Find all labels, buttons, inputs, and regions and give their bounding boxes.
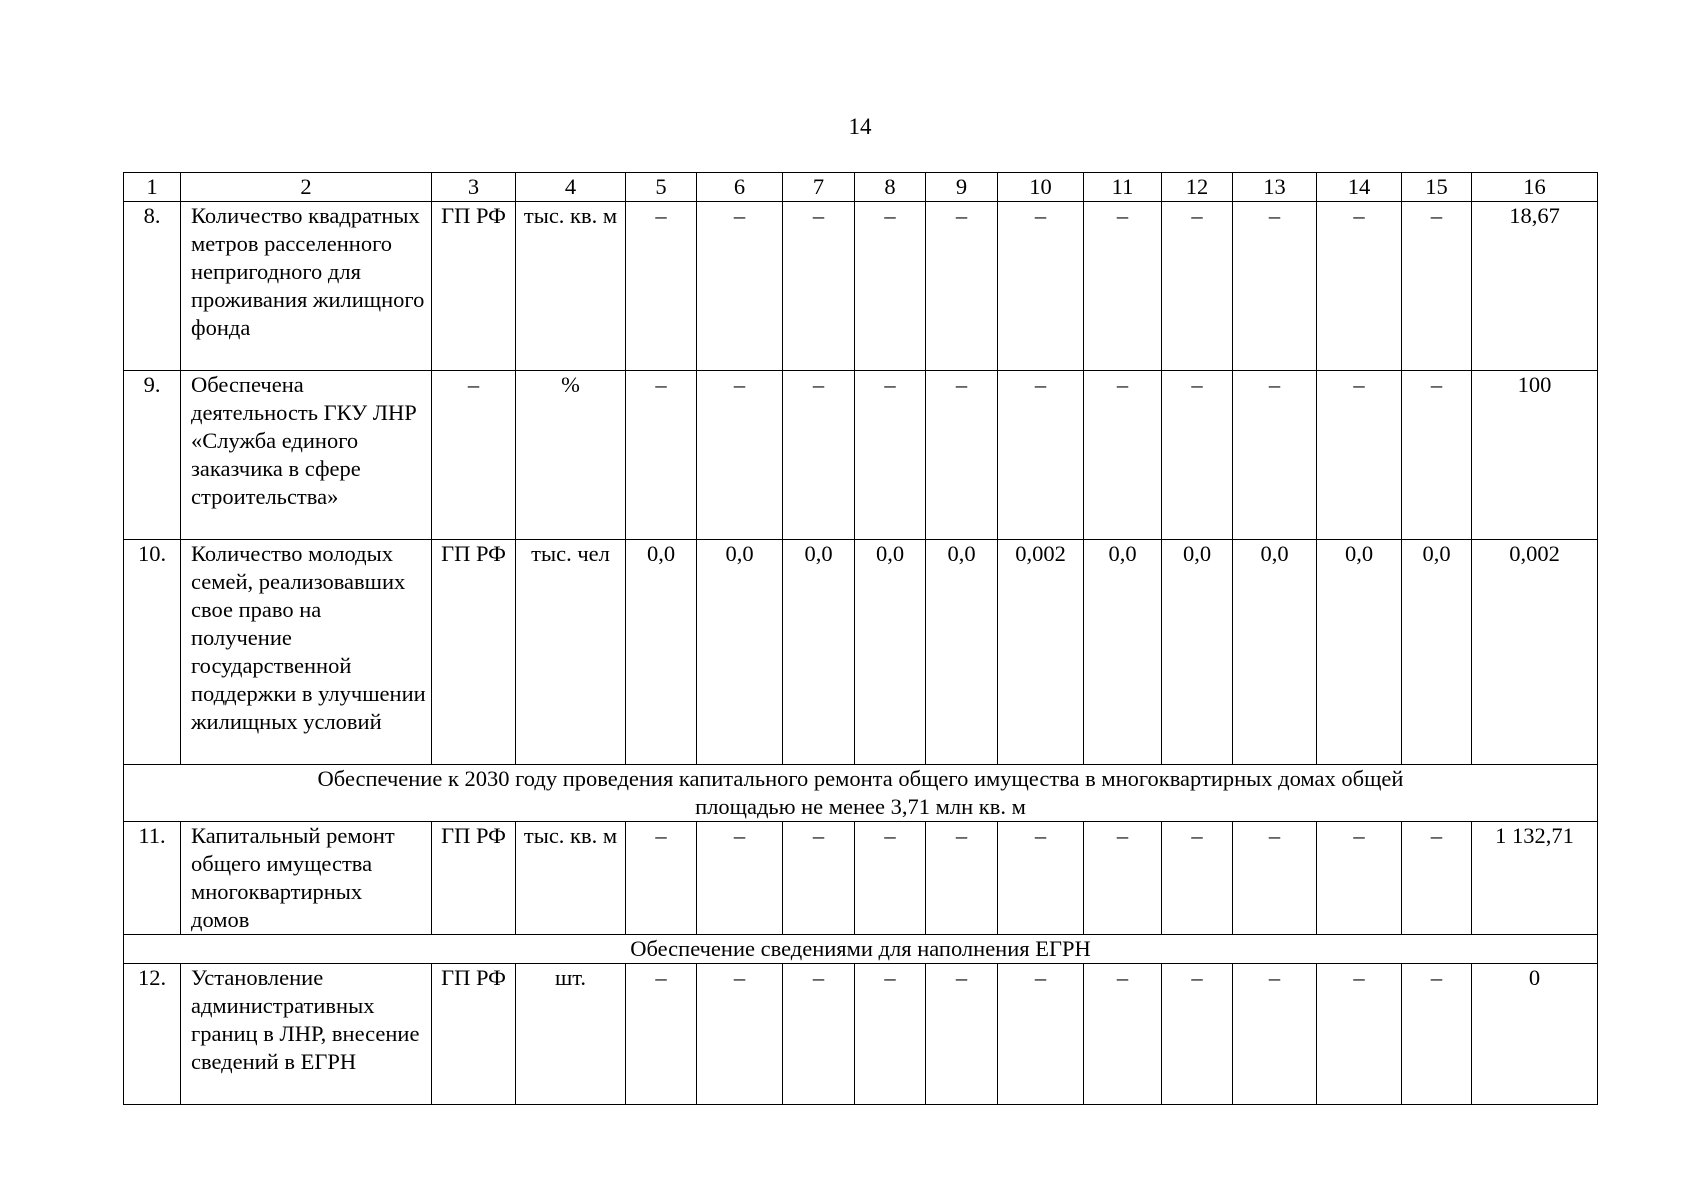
header-cell: 3 xyxy=(432,173,516,202)
value-cell: – xyxy=(697,964,783,1105)
total-cell: 0,002 xyxy=(1472,540,1598,765)
header-cell: 14 xyxy=(1317,173,1402,202)
page-number: 14 xyxy=(848,114,872,139)
value-cell: – xyxy=(1317,371,1402,540)
section-row xyxy=(124,935,1598,964)
value-cell: 0,0 xyxy=(1233,540,1317,765)
total-cell: 1 132,71 xyxy=(1472,822,1598,935)
value-cell: – xyxy=(697,371,783,540)
unit-cell: шт. xyxy=(516,964,626,1105)
source-cell: ГП РФ xyxy=(432,822,516,935)
table-row xyxy=(124,540,1598,765)
value-cell: – xyxy=(1162,371,1233,540)
value-cell: – xyxy=(1402,371,1472,540)
value-cell: – xyxy=(1084,822,1162,935)
indicator-name: Обеспечена деятельность ГКУ ЛНР «Служба единого заказчика в сфере строительства» xyxy=(181,371,432,540)
unit-cell: тыс. кв. м xyxy=(516,822,626,935)
value-cell: – xyxy=(1402,202,1472,371)
value-cell: – xyxy=(998,822,1084,935)
value-cell: – xyxy=(783,202,855,371)
table-header-row xyxy=(124,173,1598,202)
value-cell: – xyxy=(998,202,1084,371)
header-cell: 15 xyxy=(1402,173,1472,202)
value-cell: 0,0 xyxy=(783,540,855,765)
value-cell: – xyxy=(626,202,697,371)
value-cell: 0,0 xyxy=(1317,540,1402,765)
indicator-name: Капитальный ремонт общего имущества многоквартирных домов xyxy=(181,822,432,935)
value-cell: – xyxy=(998,371,1084,540)
header-cell: 11 xyxy=(1084,173,1162,202)
value-cell: – xyxy=(783,371,855,540)
value-cell: – xyxy=(926,822,998,935)
value-cell: – xyxy=(1233,371,1317,540)
value-cell: 0,0 xyxy=(697,540,783,765)
value-cell: – xyxy=(1317,202,1402,371)
indicator-name: Установление административных границ в ЛНР, внесение сведений в ЕГРН xyxy=(181,964,432,1105)
value-cell: – xyxy=(926,964,998,1105)
value-cell: – xyxy=(1162,202,1233,371)
indicator-name: Количество молодых семей, реализовавших свое право на получение государственной поддержки в улучшении жилищных условий xyxy=(181,540,432,765)
section-heading: Обеспечение сведениями для наполнения ЕГРН xyxy=(124,935,1598,964)
indicators-table xyxy=(123,172,1598,1105)
unit-cell: тыс. кв. м xyxy=(516,202,626,371)
header-cell: 2 xyxy=(181,173,432,202)
value-cell: – xyxy=(1084,371,1162,540)
section-heading: Обеспечение к 2030 году проведения капитального ремонта общего имущества в многоквартирных домах общей площадью не менее 3,71 млн кв. м xyxy=(124,765,1598,822)
header-cell: 12 xyxy=(1162,173,1233,202)
value-cell: 0,0 xyxy=(855,540,926,765)
value-cell: – xyxy=(1084,964,1162,1105)
header-cell: 6 xyxy=(697,173,783,202)
unit-cell: тыс. чел xyxy=(516,540,626,765)
row-number: 12. xyxy=(124,964,181,1105)
header-cell: 13 xyxy=(1233,173,1317,202)
value-cell: 0,0 xyxy=(626,540,697,765)
value-cell: – xyxy=(855,371,926,540)
value-cell: – xyxy=(1402,822,1472,935)
value-cell: – xyxy=(626,822,697,935)
value-cell: 0,0 xyxy=(1162,540,1233,765)
value-cell: – xyxy=(1162,822,1233,935)
value-cell: – xyxy=(1084,202,1162,371)
value-cell: – xyxy=(783,964,855,1105)
header-cell: 9 xyxy=(926,173,998,202)
table-row xyxy=(124,371,1598,540)
value-cell: – xyxy=(697,202,783,371)
source-cell: ГП РФ xyxy=(432,964,516,1105)
value-cell: – xyxy=(1233,822,1317,935)
indicator-name: Количество квадратных метров расселенного непригодного для проживания жилищного фонда xyxy=(181,202,432,371)
value-cell: – xyxy=(1402,964,1472,1105)
header-cell: 5 xyxy=(626,173,697,202)
row-number: 9. xyxy=(124,371,181,540)
value-cell: 0,002 xyxy=(998,540,1084,765)
row-number: 8. xyxy=(124,202,181,371)
row-number: 11. xyxy=(124,822,181,935)
source-cell: ГП РФ xyxy=(432,540,516,765)
value-cell: – xyxy=(1317,822,1402,935)
value-cell: – xyxy=(855,202,926,371)
value-cell: – xyxy=(626,371,697,540)
total-cell: 0 xyxy=(1472,964,1598,1105)
value-cell: – xyxy=(1233,964,1317,1105)
table-row xyxy=(124,964,1598,1105)
total-cell: 100 xyxy=(1472,371,1598,540)
unit-cell: % xyxy=(516,371,626,540)
value-cell: 0,0 xyxy=(1084,540,1162,765)
value-cell: – xyxy=(1162,964,1233,1105)
header-cell: 4 xyxy=(516,173,626,202)
value-cell: – xyxy=(783,822,855,935)
source-cell: ГП РФ xyxy=(432,202,516,371)
value-cell: – xyxy=(855,822,926,935)
source-cell: – xyxy=(432,371,516,540)
table-row xyxy=(124,822,1598,935)
value-cell: – xyxy=(855,964,926,1105)
header-cell: 1 xyxy=(124,173,181,202)
header-cell: 16 xyxy=(1472,173,1598,202)
value-cell: 0,0 xyxy=(1402,540,1472,765)
section-row xyxy=(124,765,1598,822)
value-cell: – xyxy=(998,964,1084,1105)
header-cell: 7 xyxy=(783,173,855,202)
value-cell: 0,0 xyxy=(926,540,998,765)
total-cell: 18,67 xyxy=(1472,202,1598,371)
value-cell: – xyxy=(1233,202,1317,371)
value-cell: – xyxy=(926,202,998,371)
row-number: 10. xyxy=(124,540,181,765)
header-cell: 10 xyxy=(998,173,1084,202)
value-cell: – xyxy=(926,371,998,540)
value-cell: – xyxy=(1317,964,1402,1105)
table-row xyxy=(124,202,1598,371)
value-cell: – xyxy=(697,822,783,935)
header-cell: 8 xyxy=(855,173,926,202)
value-cell: – xyxy=(626,964,697,1105)
